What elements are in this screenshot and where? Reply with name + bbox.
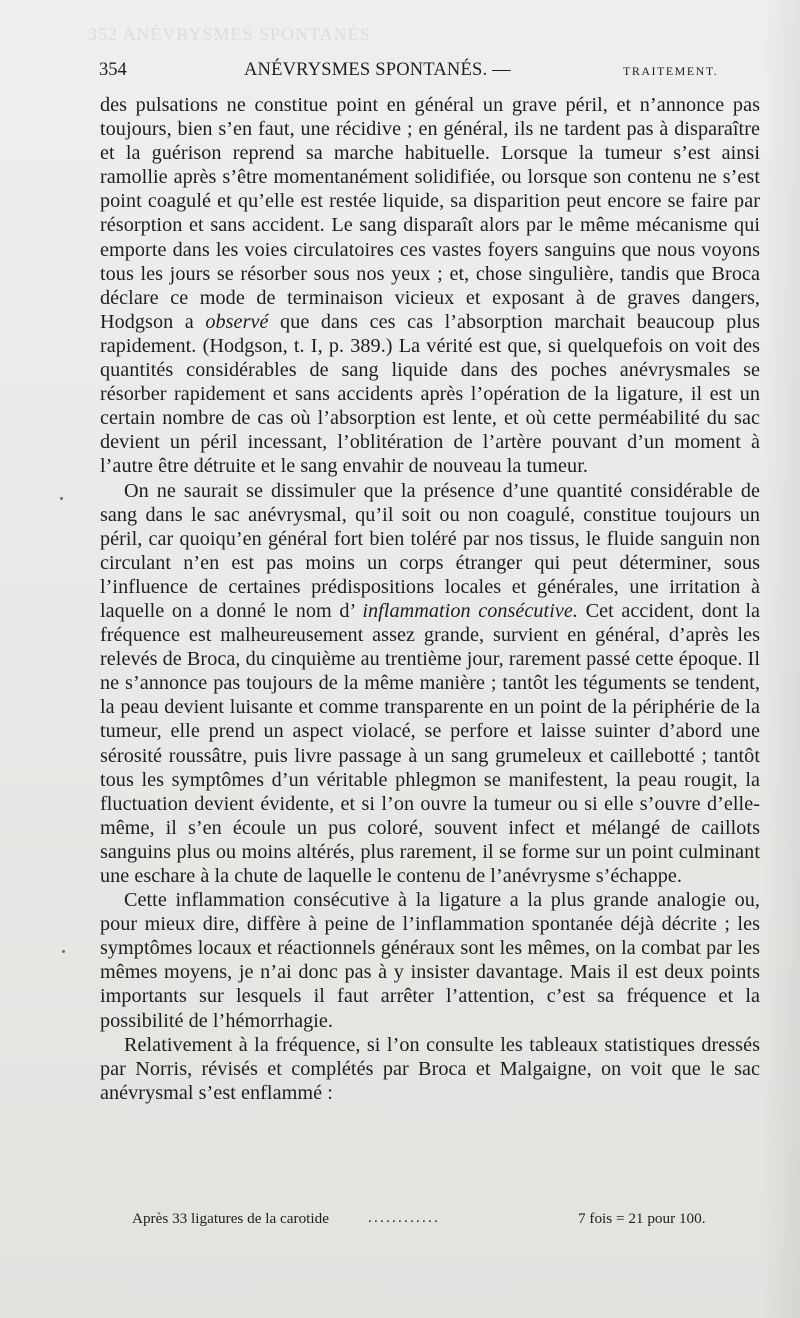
paragraph-3-text: Cette inflammation consécutive à la ligature a la plus grande analogie ou, pour mieux dire, diffère à peine de l’inflammation spontanée déjà décrite ; les symptômes locaux et réactionnels généraux sont les mêmes, on la combat par les mêmes moyens, je n’ai donc pas à y insister davantage. Mais il est deux points importants sur lesquels il faut arrêter l’attention, c’est sa fréquence et la possibilité de l’hémorrhagie. (100, 889, 760, 1032)
statistics-value: 7 fois = 21 pour 100. (578, 1210, 706, 1227)
statistics-label: Après 33 ligatures de la carotide (132, 1210, 329, 1227)
paragraph-2-text-part-2: Cet accident, dont la fréquence est malheureusement assez grande, survient en général, d’après les relevés de Broca, du cinquième au trentième jour, rarement passé cette époque. Il ne s’annonce pas toujours de la même manière ; tantôt les téguments se tendent, la peau devient luisante et comme transparente en un point de la périphérie de la tumeur, elle prend un aspect violacé, se perfore et laisse suinter d’abord une sérosité roussâtre, puis livre passage à un sang grumeleux et caillebotté ; tantôt tous les symptômes d’un véritable phlegmon se manifestent, la peau rougit, la fluctuation devient évidente, et si l’on ouvre la tumeur ou si elle s’ouvre d’elle-même, il s’en écoule un pus coloré, souvent infect et mélangé de caillots sanguins plus ou moins altérés, plus rarement, il se forme sur un point culminant une eschare à la chute de laquelle le contenu de l’anévrysme s’échappe. (100, 599, 760, 887)
page-content (100, 93, 760, 1105)
paragraph-1 (100, 93, 760, 479)
page-number: 354 (99, 60, 127, 80)
running-head (99, 60, 759, 90)
ink-speck (60, 497, 63, 500)
paragraph-2 (100, 479, 760, 889)
paragraph-1-text-part-1: des pulsations ne constitue point en général un grave péril, et n’annonce pas toujours, bien s’en faut, une récidive ; en général, ils ne tardent pas à disparaître et la guérison reprend sa marche habituelle. Lorsque la tumeur s’est ainsi ramollie après s’être momentanément solidifiée, ou lorsque son contenu ne s’est point coagulé et qu’elle est restée liquide, sa disparition peut encore se faire par résorption et sans accident. Le sang disparaît alors par le même mécanisme qui emporte dans les voies circulatoires ces vastes foyers sanguins que nous voyons tous les jours se résorber sous nos yeux ; et, chose singulière, tandis que Broca déclare ce mode de terminaison vicieux et exposant à de graves dangers, Hodgson a (100, 94, 760, 333)
paragraph-4 (100, 1033, 760, 1105)
section-title: TRAITEMENT. (623, 64, 719, 78)
paragraph-1-text-part-2: que dans ces cas l’absorption marchait beaucoup plus rapidement. (Hodgson, t. I, p. 389.) La vérité est que, si quelquefois on voit des quantités considérables de sang liquide dans des poches anévrysmales se résorber rapidement et sans accidents après l’opération de la ligature, il est un certain nombre de cas où l’absorption est lente, et où cette perméabilité du sac devient un péril incessant, l’oblitération de l’artère pouvant d’un moment à l’autre être détruite et le sang envahir de nouveau la tumeur. (100, 310, 760, 478)
paragraph-3 (100, 888, 760, 1033)
paragraph-1-italic: observé (205, 310, 269, 333)
paragraph-4-text: Relativement à la fréquence, si l’on consulte les tableaux statistiques dressés par Norris, révisés et complétés par Broca et Malgaigne, on voit que le sac anévrysmal s’est enflammé : (100, 1033, 760, 1104)
ink-speck (62, 950, 65, 953)
page-title: ANÉVRYSMES SPONTANÉS. — (244, 60, 511, 80)
page-edge-shadow (762, 0, 800, 1318)
paragraph-2-text-part-1: On ne saurait se dissimuler que la présence d’une quantité considérable de sang dans le sac anévrysmal, qu’il soit ou non coagulé, constitue toujours un péril, car quoiqu’en général fort bien toléré par nos tissus, le fluide sanguin non circulant n’en est pas moins un corps étranger qui peut déterminer, sous l’influence de certaines prédispositions locales et générales, une irritation à laquelle on a donné le nom d’ (100, 479, 760, 622)
statistics-leader-dots: ............ (368, 1209, 440, 1226)
bleed-through-text: 352 ANÉVRYSMES SPONTANÉS (88, 24, 371, 44)
paragraph-2-italic: inflammation consécutive. (362, 599, 578, 622)
statistics-line (132, 1210, 752, 1238)
